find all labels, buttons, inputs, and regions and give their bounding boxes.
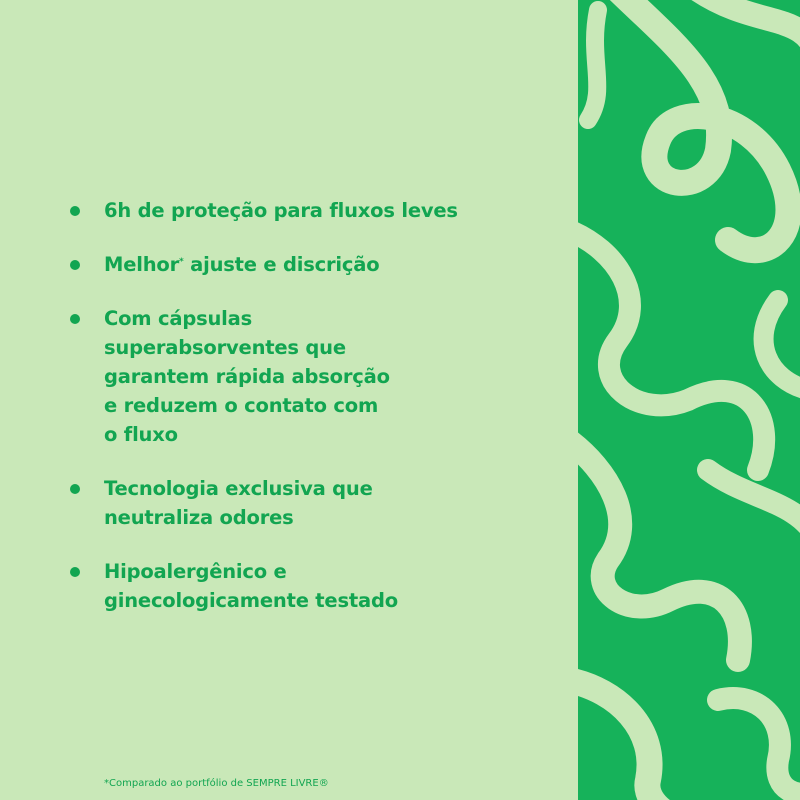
bullet-dot-icon <box>70 567 80 577</box>
bullet-dot-icon <box>70 314 80 324</box>
wavy-pattern-decoration <box>578 0 800 800</box>
benefit-item-protection <box>70 196 570 225</box>
benefit-item-fit <box>70 250 570 279</box>
benefit-text-line: garantem rápida absorção <box>104 365 390 388</box>
benefit-text-line: Hipoalergênico e <box>104 560 287 583</box>
pattern-stroke <box>588 10 598 120</box>
benefit-text-line: e reduzem o contato com <box>104 394 379 417</box>
benefit-text-line: superabsorventes que <box>104 336 346 359</box>
footnote: *Comparado ao portfólio de SEMPRE LIVRE® <box>104 778 329 789</box>
bullet-dot-icon <box>70 206 80 216</box>
benefit-text-rest: ajuste e discrição <box>183 253 380 276</box>
benefit-text-word: Melhor <box>104 253 180 276</box>
benefit-item-odor <box>70 474 570 532</box>
bullet-dot-icon <box>70 484 80 494</box>
benefit-item-hypoallergenic <box>70 557 570 615</box>
benefit-text-line: Tecnologia exclusiva que <box>104 477 373 500</box>
benefit-text-line <box>104 250 570 279</box>
benefit-text-line: neutraliza odores <box>104 506 294 529</box>
bullet-dot-icon <box>70 260 80 270</box>
benefit-text-line: ginecologicamente testado <box>104 589 398 612</box>
benefits-section <box>70 196 570 640</box>
benefits-list <box>70 196 570 615</box>
benefit-text-line: 6h de proteção para fluxos leves <box>104 199 458 222</box>
footnote-marker: * <box>179 257 184 267</box>
benefit-item-capsules <box>70 304 570 449</box>
benefit-text-line: Com cápsulas <box>104 307 253 330</box>
benefit-text-line: o fluxo <box>104 423 178 446</box>
